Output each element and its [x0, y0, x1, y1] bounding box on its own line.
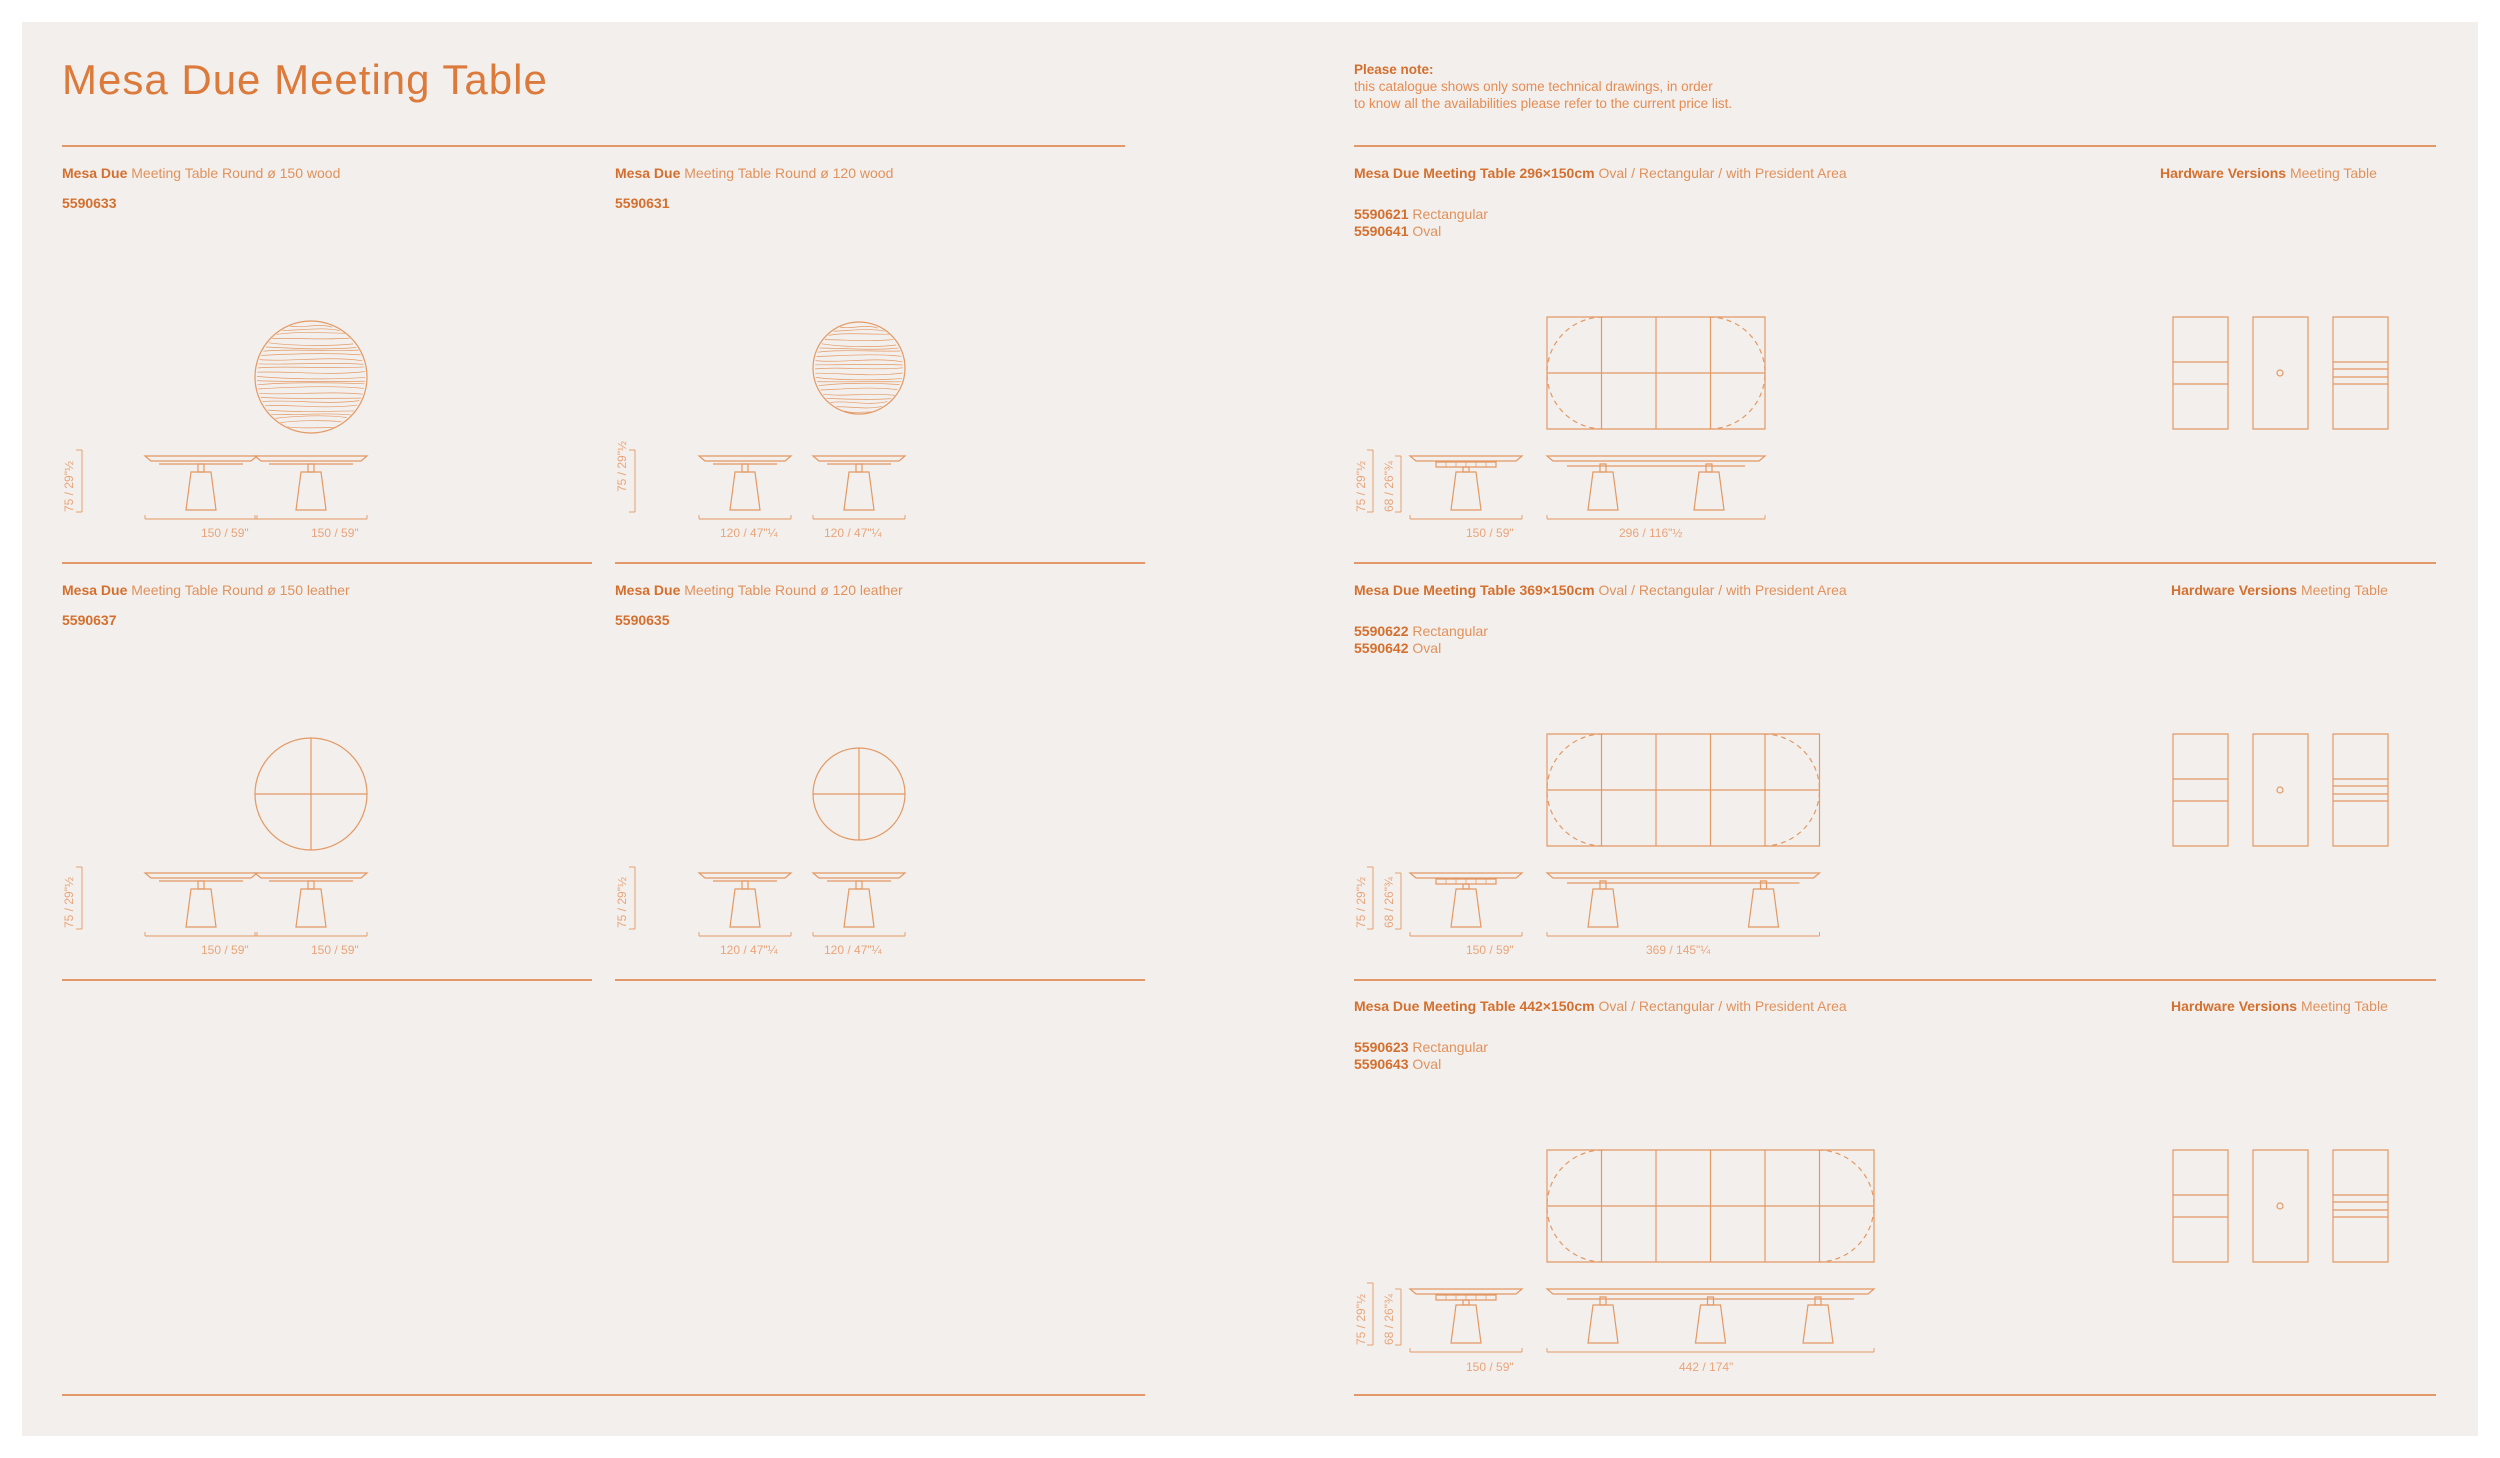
pedestal-neck [1815, 1297, 1821, 1305]
wood-grain [815, 373, 902, 375]
pedestal-neck [742, 464, 748, 472]
wood-grain [275, 416, 346, 419]
width-dimension: 150 / 59" [311, 943, 359, 957]
hardware-version-panel [2333, 734, 2388, 846]
pedestal-base [186, 889, 216, 927]
product-code: 5590631 [615, 195, 670, 211]
hardware-version-panel [2333, 1150, 2388, 1262]
wood-grain [266, 347, 357, 349]
width-dimension: 150 / 59" [311, 526, 359, 540]
wood-grain [821, 388, 898, 390]
product-codes: 5590623 Rectangular 5590643 Oval [1354, 1039, 1488, 1072]
height-dimension: 75 / 29"½ [62, 877, 76, 928]
pedestal-base [730, 889, 760, 927]
table-top-side [145, 873, 257, 878]
hardware-version-panel [2253, 734, 2308, 846]
wood-grain [271, 414, 351, 415]
round-top-wood [255, 321, 367, 433]
product-code: 5590637 [62, 612, 117, 628]
height-dimension: 75 / 29"½ [62, 461, 76, 512]
width-dimension: 120 / 47"¼ [720, 526, 778, 540]
wood-grain [258, 383, 365, 385]
pedestal-base [1451, 889, 1481, 927]
product-codes: 5590621 Rectangular 5590641 Oval [1354, 206, 1488, 239]
pedestal-neck [1600, 881, 1606, 889]
wood-grain [820, 348, 899, 349]
height-dimension: 75 / 29"½ [615, 877, 629, 928]
wood-grain [257, 376, 365, 378]
page-title: Mesa Due Meeting Table [62, 56, 548, 103]
height-dimension: 75 / 29"½ [1354, 461, 1368, 512]
wood-grain [815, 368, 903, 369]
pedestal-base [186, 472, 216, 510]
pedestal-neck [1600, 464, 1606, 472]
table-top-side [145, 456, 257, 461]
hardware-versions-label: Hardware Versions Meeting Table [2160, 165, 2377, 181]
pedestal-base [296, 889, 326, 927]
width-dimension: 120 / 47"¼ [720, 943, 778, 957]
wood-grain [269, 343, 354, 346]
wood-grain [826, 398, 891, 399]
pedestal-base [1696, 1305, 1726, 1343]
pedestal-neck [308, 464, 314, 472]
table-top-side [1410, 873, 1522, 878]
hardware-version-panel [2173, 1150, 2228, 1262]
hardware-version-panel [2173, 317, 2228, 429]
product-label: Mesa Due Meeting Table 296×150cm Oval / Rectangular / with President Area [1354, 165, 1847, 181]
hardware-socket [2277, 370, 2283, 376]
table-top-side [1410, 1289, 1522, 1294]
pedestal-base [1803, 1305, 1833, 1343]
width-dimension: 150 / 59" [201, 526, 249, 540]
wood-grain [257, 381, 365, 382]
pedestal-neck [1708, 1297, 1714, 1305]
width-dimension: 150 / 59" [201, 943, 249, 957]
pedestal-base [1749, 889, 1779, 927]
table-top-side [1547, 1289, 1874, 1294]
table-top-side [813, 456, 905, 461]
hardware-version-panel [2253, 1150, 2308, 1262]
width-dimension: 150 / 59" [1466, 943, 1514, 957]
wood-grain [259, 363, 364, 364]
wood-grain [840, 326, 878, 328]
wood-grain [287, 427, 334, 428]
table-top-side [1547, 456, 1765, 461]
height-dimension: 68 / 26"¾ [1382, 877, 1396, 928]
table-top-side [255, 873, 367, 878]
hardware-versions-label: Hardware Versions Meeting Table [2171, 582, 2388, 598]
wood-grain [816, 355, 901, 357]
pedestal-neck [1761, 881, 1767, 889]
pedestal-neck [856, 881, 862, 889]
product-label: Mesa Due Meeting Table 369×150cm Oval / Rectangular / with President Area [1354, 582, 1847, 598]
pedestal-neck [1463, 884, 1469, 889]
pedestal-base [1451, 1305, 1481, 1343]
table-top-side [1547, 873, 1820, 878]
wood-grain [263, 401, 360, 403]
wood-grain [280, 421, 341, 423]
product-label: Mesa Due Meeting Table 442×150cm Oval / Rectangular / with President Area [1354, 998, 1847, 1014]
product-label: Mesa Due Meeting Table Round ø 150 leather [62, 582, 350, 598]
wood-grain [257, 372, 365, 374]
product-codes: 5590622 Rectangular 5590642 Oval [1354, 623, 1488, 656]
wood-grain [282, 329, 340, 331]
hardware-version-panel [2253, 317, 2308, 429]
wood-grain [816, 360, 903, 362]
product-label: Mesa Due Meeting Table Round ø 150 wood [62, 165, 341, 181]
length-dimension: 442 / 174" [1679, 1360, 1734, 1374]
table-top-side [1410, 456, 1522, 461]
wood-grain [263, 350, 358, 351]
width-dimension: 120 / 47"¼ [824, 943, 882, 957]
wood-grain [258, 367, 365, 368]
wood-grain [277, 333, 346, 335]
table-top-side [699, 873, 791, 878]
pedestal-neck [198, 881, 204, 889]
pedestal-base [1588, 1305, 1618, 1343]
wood-grain [822, 344, 896, 347]
pedestal-neck [742, 881, 748, 889]
pedestal-base [844, 472, 874, 510]
height-dimension: 75 / 29"½ [1354, 877, 1368, 928]
length-dimension: 369 / 145"¼ [1646, 943, 1711, 957]
wood-grain [265, 405, 357, 407]
table-top-side [255, 456, 367, 461]
hardware-version-panel [2333, 317, 2388, 429]
pedestal-base [296, 472, 326, 510]
wood-grain [816, 377, 902, 379]
product-label: Mesa Due Meeting Table Round ø 120 wood [615, 165, 894, 181]
hardware-versions-label: Hardware Versions Meeting Table [2171, 998, 2388, 1014]
pedestal-base [1588, 889, 1618, 927]
pedestal-base [1694, 472, 1724, 510]
wood-grain [259, 393, 362, 394]
pedestal-neck [1706, 464, 1712, 472]
height-dimension: 75 / 29"½ [615, 441, 629, 492]
wood-grain [261, 354, 360, 356]
wood-grain [260, 359, 362, 361]
height-dimension: 75 / 29"½ [1354, 1294, 1368, 1345]
hardware-socket [2277, 787, 2283, 793]
pedestal-base [730, 472, 760, 510]
height-dimension: 68 / 26"¾ [1382, 461, 1396, 512]
pedestal-neck [198, 464, 204, 472]
wood-grain [829, 334, 890, 336]
pedestal-neck [1463, 1300, 1469, 1305]
pedestal-neck [1600, 1297, 1606, 1305]
wood-grain [268, 410, 354, 411]
width-dimension: 150 / 59" [1466, 526, 1514, 540]
wood-grain [836, 406, 881, 408]
pedestal-neck [1463, 467, 1469, 472]
wood-grain [845, 411, 874, 412]
wood-grain [815, 364, 903, 365]
product-label: Mesa Due Meeting Table Round ø 120 leather [615, 582, 903, 598]
wood-grain [272, 338, 350, 339]
pedestal-neck [308, 881, 314, 889]
product-code: 5590635 [615, 612, 670, 628]
wood-grain [290, 326, 332, 328]
wood-grain [831, 401, 888, 403]
wood-grain [819, 383, 900, 385]
hardware-version-panel [2173, 734, 2228, 846]
width-dimension: 120 / 47"¼ [824, 526, 882, 540]
length-dimension: 296 / 116"½ [1619, 526, 1683, 540]
wood-grain [833, 330, 884, 332]
wood-grain [823, 394, 895, 395]
pedestal-base [1588, 472, 1618, 510]
table-top-side [699, 456, 791, 461]
width-dimension: 150 / 59" [1466, 1360, 1514, 1374]
wood-grain [261, 397, 361, 398]
product-code: 5590633 [62, 195, 117, 211]
height-dimension: 68 / 26"¾ [1382, 1294, 1396, 1345]
hardware-socket [2277, 1203, 2283, 1209]
pedestal-base [844, 889, 874, 927]
pedestal-base [1451, 472, 1481, 510]
note-block: Please note: this catalogue shows only some technical drawings, in order to know all the availabilities please refer to the current price list. [1354, 62, 1733, 111]
wood-grain [825, 340, 893, 341]
wood-grain [818, 351, 900, 353]
pedestal-neck [856, 464, 862, 472]
wood-grain [258, 387, 363, 389]
table-top-side [813, 873, 905, 878]
